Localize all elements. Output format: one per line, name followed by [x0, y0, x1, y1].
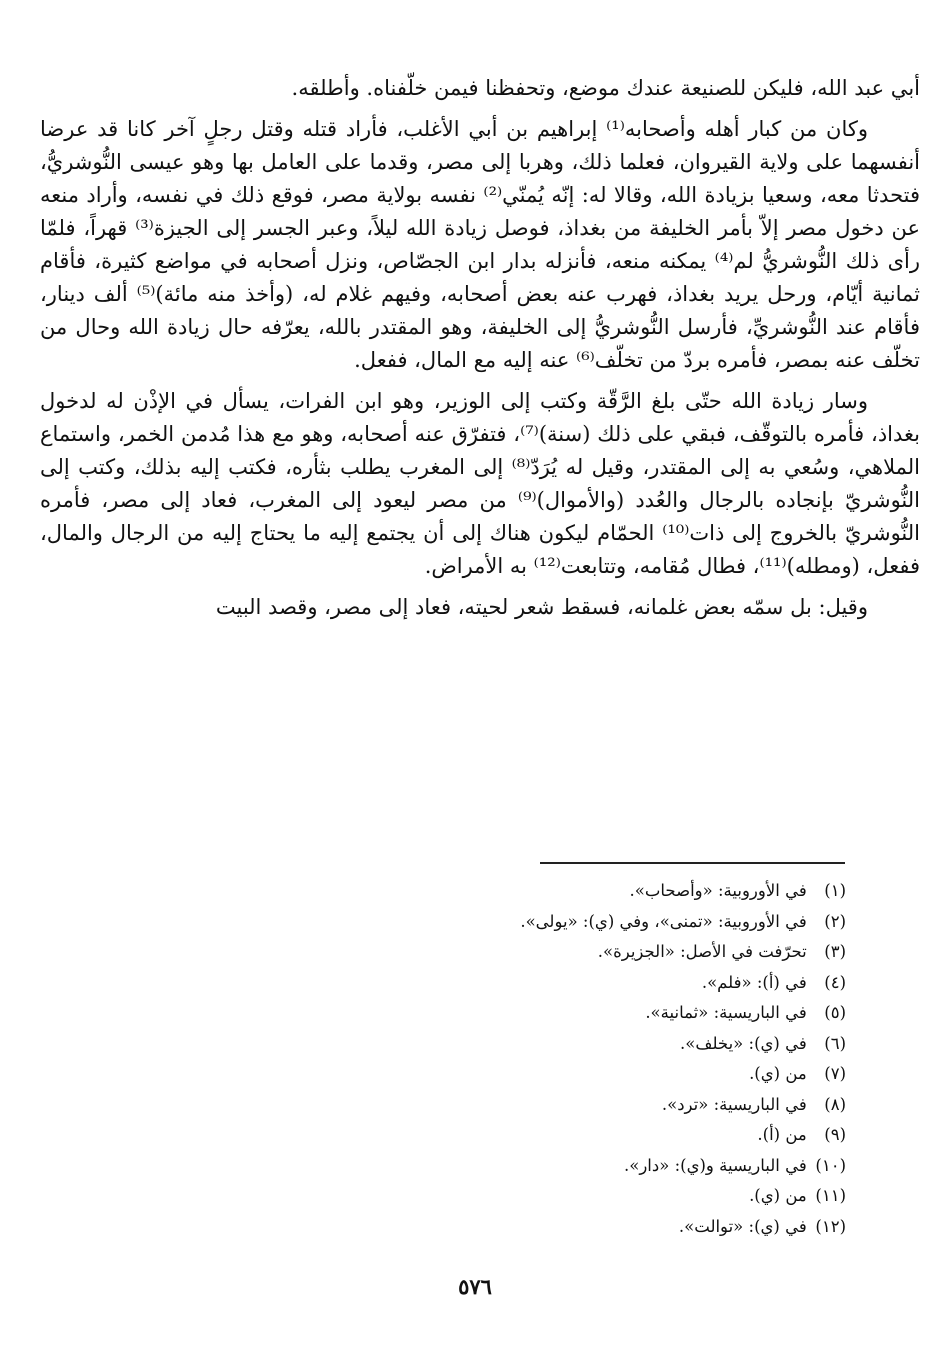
footnote-separator [540, 862, 845, 864]
footnote [360, 1212, 846, 1243]
footnote-number: (٥) [824, 1003, 846, 1022]
footnote [360, 1181, 846, 1212]
footnote-number: (١٠) [815, 1155, 846, 1175]
footnote-number: (٨) [824, 1094, 846, 1114]
footnote-text: في (ي): «يخلف». [680, 1033, 807, 1053]
footnotes [360, 876, 846, 1242]
footnote [360, 1029, 846, 1060]
footnote-text: من (أ). [757, 1125, 807, 1144]
footnote-number: (٣) [824, 942, 846, 961]
footnote [360, 937, 846, 968]
footnote-number: (٤) [824, 972, 846, 992]
footnote-number: (٩) [824, 1125, 846, 1144]
footnote-text: من (ي). [749, 1064, 807, 1083]
page-number: ٥٧٦ [458, 1274, 492, 1299]
paragraph: وقيل: بل سمّه بعض غلمانه، فسقط شعر لحيته، فعاد إلى مصر، وقصد البيت [215, 595, 868, 619]
footnote [360, 998, 846, 1029]
footnote-text: تحرّفت في الأصل: «الجزيرة». [597, 942, 807, 961]
footnote-text: في الأوروبية: «تمنى»، وفي (ي): «يولى». [520, 911, 807, 931]
footnote-number: (٧) [824, 1064, 846, 1083]
paragraph: وكان من كبار أهله وأصحابه⁽¹⁾ إبراهيم بن أبي الأغلب، فأراد قتله وقتل رجلٍ آخر كانا قد عرضا أنفسهما على ولاية القيروان، فعلما ذلك، وهربا إلى مصر، وقدما على العامل بها وهو عيسى النُّوشريُّ، فتحدثا معه، وسعيا بزيادة الله، وقالا له: إنّه يُمنّي⁽²⁾ نفسه بولاية مصر، فوقع ذلك في نفسه، وأراد منعه عن دخول مصر إلاّ بأمر الخليفة من بغداذ، فوصل زيادة الله ليلاً، وعبر الجسر إلى الجيزة⁽³⁾ قهراً، فلمّا رأى ذلك النُّوشريُّ لم⁽⁴⁾ يمكنه منعه، فأنزله بدار ابن الجصّاص، ونزل أصحابه في مواضع كثيرة، فأقام ثمانية أيّام، ورحل يريد بغداذ، فهرب عنه بعض أصحابه، وفيهم غلام له، (وأخذ منه مائة)⁽⁵⁾ ألف دينار، فأقام عند النُّوشريِّ، فأرسل النُّوشريُّ إلى الخليفة، وهو المقتدر بالله، يعرّفه حال زيادة الله وحال من تخلّف عنه بمصر، فأمره بردّ من تخلّف⁽⁶⁾ عنه إليه مع المال، ففعل. [40, 117, 921, 372]
paragraph-continuation: أبي عبد الله، فليكن للصنيعة عندك موضع، وتحفظنا فيمن خلّفناه. وأطلقه. [291, 76, 920, 100]
footnote-number: (١١) [815, 1186, 846, 1205]
footnote-text: في الأوروبية: «وأصحاب». [629, 881, 807, 900]
footnote-text: في الباريسية: «ترد». [661, 1094, 807, 1114]
footnote [360, 1151, 846, 1182]
footnote-text: في الباريسية و(ي): «دار». [624, 1155, 807, 1175]
footnote [360, 907, 846, 938]
footnote-text: في (ي): «توالت». [678, 1216, 807, 1236]
footnote-number: (١٢) [815, 1216, 846, 1236]
footnote [360, 1059, 846, 1090]
footnote-text: في (أ): «فلم». [701, 972, 807, 992]
footnote [360, 876, 846, 907]
footnote [360, 1090, 846, 1121]
main-text [40, 72, 920, 632]
footnote-number: (٦) [824, 1033, 846, 1053]
footnote [360, 1120, 846, 1151]
footnote [360, 968, 846, 999]
footnote-text: من (ي). [749, 1186, 807, 1205]
footnote-number: (١) [824, 881, 846, 900]
footnote-number: (٢) [824, 911, 846, 931]
footnote-text: في الباريسية: «ثمانية». [645, 1003, 807, 1022]
paragraph: وسار زيادة الله حتّى بلغ الرَّقّة وكتب إلى الوزير، وهو ابن الفرات، يسأل في الإذْن له لدخول بغداذ، فأمره بالتوقّف، فبقي على ذلك (سنة)⁽⁷⁾، فتفرّق عنه أصحابه، وهو مع هذا مُدمن الخمر، واستماع الملاهي، وسُعي به إلى المقتدر، وقيل له يُرَدّ⁽⁸⁾ إلى المغرب يطلب بثأره، فكتب إليه بذلك، وكتب إلى النُّوشريّ بإنجاده بالرجال والعُدد (والأموال)⁽⁹⁾ من مصر ليعود إلى المغرب، فعاد إلى مصر، فأمره النُّوشريّ بالخروج إلى ذات⁽¹⁰⁾ الحمّام ليكون هناك إلى أن يجتمع إليه ما يحتاج إليه من الرجال والمال، ففعل، (ومطله)⁽¹¹⁾، فطال مُقامه، وتتابعت⁽¹²⁾ به الأمراض. [40, 389, 921, 578]
